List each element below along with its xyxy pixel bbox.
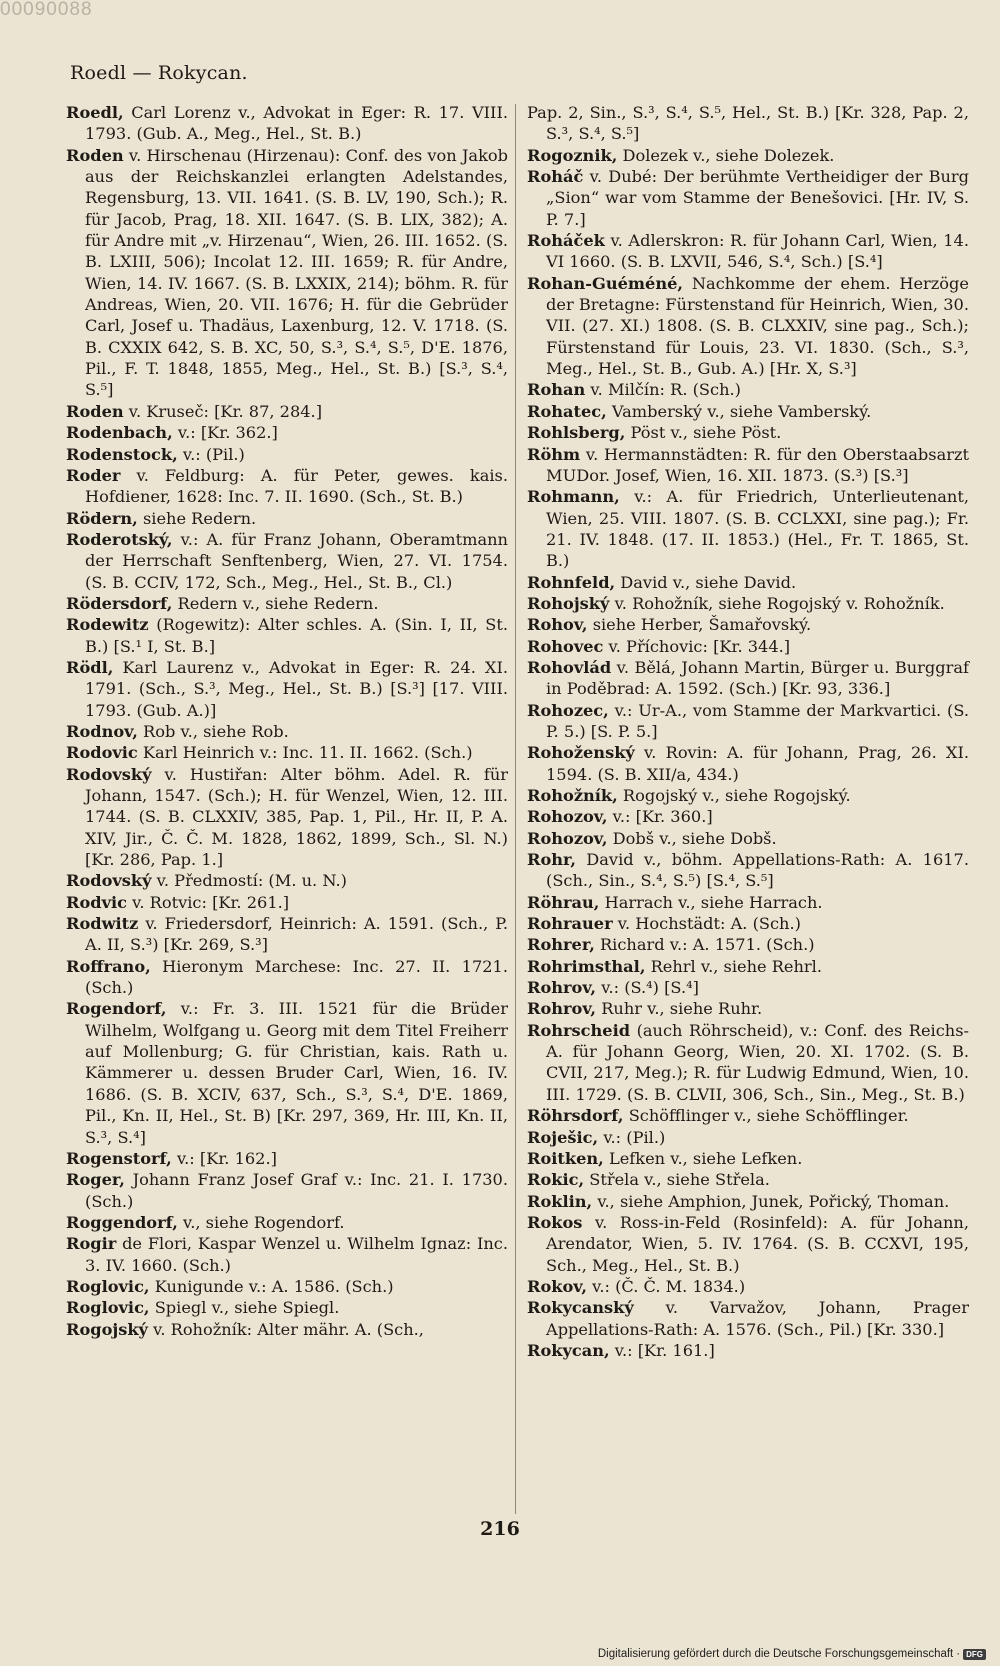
entry [66, 593, 508, 614]
entry-headword: Rohoženský [527, 743, 635, 763]
entry [527, 700, 969, 743]
entry-headword: Rokos [527, 1212, 583, 1232]
entry [66, 1319, 508, 1340]
entry [66, 422, 508, 443]
entry [66, 401, 508, 422]
entry-text: David v., siehe David. [615, 572, 797, 592]
right-column [527, 102, 969, 1361]
entry [527, 166, 969, 230]
entry [527, 828, 969, 849]
entry-headword: Rohnfeld, [527, 572, 616, 592]
entry-headword: Roglovic, [66, 1298, 150, 1318]
entry-text: v. Příchovic: [Kr. 344.] [603, 636, 791, 656]
entry-text: v.: [Kr. 362.] [172, 423, 278, 443]
entry-headword: Rodvic [66, 892, 127, 912]
entry-headword: Rohrscheid [527, 1020, 631, 1040]
entry-headword: Rogojský [66, 1319, 148, 1339]
entry [527, 444, 969, 487]
entry [527, 1169, 969, 1190]
entry-text: v.: (Pil.) [177, 444, 245, 464]
entry-text: Redern v., siehe Redern. [172, 593, 379, 613]
entry-headword: Rohozec, [527, 700, 609, 720]
entry-headword: Rohan-Guéméné, [527, 273, 684, 293]
entry-text: v., siehe Amphion, Junek, Pořický, Thoman. [592, 1191, 950, 1211]
entry-text: v. Rohožník, siehe Rogojský v. Rohožník. [609, 593, 945, 613]
entry [527, 892, 969, 913]
entry-headword: Rohrov, [527, 999, 597, 1019]
entry [527, 614, 969, 635]
entry [66, 465, 508, 508]
entry [527, 657, 969, 700]
entry-headword: Rohozov, [527, 828, 608, 848]
entry [527, 934, 969, 955]
entry [527, 230, 969, 273]
page-number: 216 [480, 1518, 520, 1540]
entry-headword: Rohatec, [527, 401, 607, 421]
entry [66, 614, 508, 657]
entry-text: Spiegl v., siehe Spiegl. [149, 1298, 340, 1318]
entry-headword: Rohov, [527, 615, 588, 635]
entry-headword: Roedl, [66, 103, 124, 122]
entry [527, 145, 969, 166]
entry [527, 379, 969, 400]
entry-text: siehe Herber, Šamařovský. [587, 615, 812, 635]
entry-text: v. Friedersdorf, Heinrich: A. 1591. (Sch., P. A. II, S.³) [Kr. 269, S.³] [85, 914, 508, 955]
entry-text: Carl Lorenz v., Advokat in Eger: R. 17. VIII. 1793. (Gub. A., Meg., Hel., St. B.) [85, 103, 508, 144]
entry-headword: Rokov, [527, 1276, 587, 1296]
entry-headword: Rokic, [527, 1170, 585, 1190]
entry [527, 1276, 969, 1297]
entry-text: v. Milčín: R. (Sch.) [585, 380, 741, 400]
entry-text: v.: [Kr. 162.] [171, 1148, 277, 1168]
entry-text: v. Hirschenau (Hirzenau): Conf. des von Jakob aus der Reichskanzlei erlangten Adelstandes, Regensburg, 13. VII. 1641. (S. B. LV, 190, Sch.); R. für Jacob, Prag, 18. XII. 1647. (S. B. LIX, 382); A. für Andre mit „v. Hirzenau“, Wien, 26. III. 1652. (S. B. LXIII, 506); Incolat 12. III. 1659; R. für Andre, Wien, 14. IV. 1667. (S. B. LXXIX, 214); böhm. R. für Andreas, Wien, 20. VII. 1676; H. für die Gebrüder Carl, Josef u. Thadäus, Laxenburg, 12. V. 1718. (S. B. CXXIX 642, S. B. XC, 50, S.³, S.⁴, S.⁵, D'E. 1876, Pil., F. T. 1848, 1855, Meg., Hel., St. B.) [S.³, S.⁴, S.⁵] [85, 145, 508, 400]
entry-text: v. Bělá, Johann Martin, Bürger u. Burggraf in Poděbrad: A. 1592. (Sch.) [Kr. 93, 336.] [546, 657, 969, 699]
entry-text: Schöfflinger v., siehe Schöfflinger. [623, 1106, 909, 1126]
entry [527, 1105, 969, 1126]
entry-text: (auch Röhrscheid), v.: Conf. des Reichs-A. für Johann Georg, Wien, 20. XI. 1702. (S. B. CVII, 217, Meg.); R. für Ludwig Edmund, Wien, 10. III. 1729. (S. B. CLVII, 306, Sch., Sin., Meg., St. B.) [546, 1020, 969, 1104]
entry-headword: Rohrimsthal, [527, 956, 646, 976]
entry [66, 956, 508, 999]
entry-text: v.: (S.⁴) [S.⁴] [596, 978, 699, 998]
entry [527, 572, 969, 593]
entry-text: v. Rotvic: [Kr. 261.] [126, 892, 290, 912]
entry-text: v.: A. für Franz Johann, Oberamtmann der Herrschaft Senftenberg, Wien, 27. VI. 1754. (S. B. CCIV, 172, Sch., Meg., Hel., St. B., Cl.) [85, 529, 508, 592]
entry-text: v. Dubé: Der berühmte Vertheidiger der Burg „Sion“ war vom Stamme der Benešovici. [Hr. IV, S. P. 7.] [546, 167, 969, 229]
entry-text: Kunigunde v.: A. 1586. (Sch.) [149, 1276, 394, 1296]
entry-text: v. Kruseč: [Kr. 87, 284.] [123, 401, 323, 421]
entry-text: siehe Redern. [137, 508, 257, 528]
entry [66, 870, 508, 891]
entry-text: v. Předmostí: (M. u. N.) [151, 871, 347, 891]
left-column [66, 102, 508, 1340]
entry [66, 145, 508, 401]
entry [527, 273, 969, 380]
entry-headword: Roglovic, [66, 1276, 150, 1296]
entry-text: Lefken v., siehe Lefken. [603, 1148, 803, 1168]
entry-text: David v., böhm. Appellations-Rath: A. 1617. (Sch., Sin., S.⁴, S.⁵) [S.⁴, S.⁵] [546, 850, 969, 891]
entry-headword: Roggendorf, [66, 1212, 178, 1232]
entry-headword: Roháček [527, 231, 605, 251]
entry [66, 444, 508, 465]
entry [527, 422, 969, 443]
entry-headword: Röhm [527, 444, 581, 464]
entry-headword: Rohmann, [527, 487, 620, 507]
entry-headword: Rohrer, [527, 935, 595, 955]
entry [66, 657, 508, 721]
entry-headword: Roder [66, 465, 121, 485]
entry-headword: Rodenbach, [66, 423, 173, 443]
entry-text: v. Ross-in-Feld (Rosinfeld): A. für Johann, Arendator, Wien, 5. IV. 1764. (S. B. CCXVI, 195, Sch., Meg., Hel., St. B.) [546, 1212, 969, 1275]
entry-headword: Röhrsdorf, [527, 1106, 624, 1126]
entry-headword: Rohovec [527, 636, 604, 656]
entry-text: Ruhr v., siehe Ruhr. [596, 999, 763, 1019]
entry-headword: Rohlsberg, [527, 423, 626, 443]
entry-headword: Roderotský, [66, 529, 173, 549]
entry [527, 785, 969, 806]
entry-headword: Rogenstorf, [66, 1148, 172, 1168]
entry [527, 977, 969, 998]
entry-headword: Roháč [527, 167, 584, 187]
entry-text: v.: [Kr. 360.] [607, 807, 713, 827]
entry-headword: Rodovský [66, 871, 152, 891]
entry-text: v. Adlerskron: R. für Johann Carl, Wien, 14. VI 1660. (S. B. LXVII, 546, S.⁴, Sch.) [S.⁴] [546, 231, 969, 272]
entry-headword: Rokycan, [527, 1340, 610, 1360]
entry [527, 998, 969, 1019]
entry [66, 721, 508, 742]
entry-text: v., siehe Rogendorf. [177, 1212, 345, 1232]
entry-headword: Rogendorf, [66, 999, 167, 1019]
page-id-stamp: 00090088 [0, 0, 93, 20]
entry-text: Karl Heinrich v.: Inc. 11. II. 1662. (Sch.) [137, 743, 473, 763]
entry-text: v. Feldburg: A. für Peter, gewes. kais. Hofdiener, 1628: Inc. 7. II. 1690. (Sch., St. B.) [85, 465, 508, 507]
entry [66, 102, 508, 145]
footer-credit: Digitalisierung gefördert durch die Deutsche Forschungsgemeinschaft · DFG [598, 1648, 986, 1660]
entry [527, 806, 969, 827]
entry-headword: Roger, [66, 1170, 125, 1190]
entry [527, 913, 969, 934]
entry [66, 998, 508, 1147]
entry-text: de Flori, Kaspar Wenzel u. Wilhelm Ignaz: Inc. 3. IV. 1660. (Sch.) [85, 1234, 508, 1275]
entry-headword: Rodovic [66, 743, 138, 763]
entry [527, 742, 969, 785]
entry-headword: Rohr, [527, 850, 577, 870]
entry-text: Pap. 2, Sin., S.³, S.⁴, S.⁵, Hel., St. B.) [Kr. 328, Pap. 2, S.³, S.⁴, S.⁵] [527, 103, 969, 144]
entry-headword: Rodewitz [66, 615, 149, 635]
entry-headword: Rohrauer [527, 914, 613, 934]
entry [527, 956, 969, 977]
entry-headword: Roffrano, [66, 956, 151, 976]
entry-text: v. Hochstädt: A. (Sch.) [612, 914, 801, 934]
entry-text: v.: (Pil.) [598, 1127, 666, 1147]
entry [66, 508, 508, 529]
entry-headword: Roden [66, 401, 124, 421]
entry-text: Rehrl v., siehe Rehrl. [645, 956, 822, 976]
entry-text: v. Hustiřan: Alter böhm. Adel. R. für Johann, 1547. (Sch.); H. für Wenzel, Wien, 12. III. 1744. (S. B. CLXXIV, 385, Pap. 1, Pil., Hr. II, P. A. XIV, Jir., Č. Č. M. 1828, 1862, 1899, Sch., Sl. N.) [Kr. 286, Pap. 1.] [85, 764, 508, 870]
entry-text: Vamberský v., siehe Vamberský. [606, 401, 872, 421]
entry [527, 1212, 969, 1276]
entry-headword: Roješic, [527, 1127, 599, 1147]
entry-headword: Rödern, [66, 508, 138, 528]
entry-text: Nachkomme der ehem. Herzöge der Bretagne: Fürstenstand für Heinrich, Wien, 30. VII. (27. XI.) 1808. (S. B. CLXXIV, sine pag., Sch.); Fürstenstand für Louis, 23. VI. 1830. (Sch., S.³, Meg., Hel., St. B., Gub. A.) [Hr. X, S.³] [546, 273, 969, 379]
entry-text: Karl Laurenz v., Advokat in Eger: R. 24. XI. 1791. (Sch., S.³, Meg., Hel., St. B.) [S.³] [17. VIII. 1793. (Gub. A.)] [85, 657, 508, 720]
entry [527, 1297, 969, 1340]
entry [66, 742, 508, 763]
entry-text: v.: (Č. Č. M. 1834.) [586, 1276, 746, 1296]
entry-text: Richard v.: A. 1571. (Sch.) [594, 935, 815, 955]
entry [527, 1127, 969, 1148]
entry-headword: Rodenstock, [66, 444, 178, 464]
entry [66, 1233, 508, 1276]
entry [527, 1020, 969, 1105]
entry-headword: Rohožník, [527, 786, 618, 805]
entry-text: v.: Fr. 3. III. 1521 für die Brüder Wilhelm, Wolfgang u. Georg mit dem Titel Freiherr auf Mollenburg; G. für Christian, kais. Rath u. Kämmerer u. dessen Bruder Carl, Wien, 16. IV. 1686. (S. B. XCIV, 637, Sch., S.³, S.⁴, D'E. 1869, Pil., Kn. II, Hel., St. B) [Kr. 297, 369, Hr. III, Kn. II, S.³, S.⁴] [85, 999, 508, 1147]
entry-headword: Rohojský [527, 593, 610, 613]
entry-text: (Rogewitz): Alter schles. A. (Sin. I, II, St. B.) [S.¹ I, St. B.] [85, 615, 508, 656]
entry [527, 486, 969, 571]
entry [527, 1191, 969, 1212]
entry-headword: Roden [66, 145, 124, 165]
entry [66, 764, 508, 871]
entry-headword: Rohovlád [527, 657, 612, 677]
entry-text: v. Rohožník: Alter mähr. A. (Sch., [147, 1319, 424, 1339]
entry [66, 892, 508, 913]
entry-headword: Roklin, [527, 1191, 593, 1211]
entry-text: Rob v., siehe Rob. [137, 721, 289, 741]
entry-headword: Rogoznik, [527, 145, 618, 165]
entry-headword: Rokycanský [527, 1298, 634, 1318]
entry-text: v. Varvažov, Johann, Prager Appellations-Rath: A. 1576. (Sch., Pil.) [Kr. 330.] [546, 1298, 969, 1339]
entry-text: Střela v., siehe Střela. [584, 1170, 770, 1190]
entry-text: v. Hermannstädten: R. für den Oberstaabsarzt MUDor. Josef, Wien, 16. XII. 1873. (S.³) [S.³] [546, 444, 969, 485]
entry-headword: Roitken, [527, 1148, 604, 1168]
entry-headword: Rodovský [66, 764, 152, 784]
entry [66, 1148, 508, 1169]
entry [527, 401, 969, 422]
entry-text: v.: A. für Friedrich, Unterlieutenant, Wien, 25. VIII. 1807. (S. B. CCLXXI, sine pag.); Fr. 21. IV. 1848. (17. II. 1853.) (Hel., Fr. T. 1865, St. B.) [546, 487, 969, 571]
entry-text: Johann Franz Josef Graf v.: Inc. 21. I. 1730. (Sch.) [85, 1170, 508, 1211]
entry-text: Dolezek v., siehe Dolezek. [617, 145, 835, 165]
column-divider [515, 104, 516, 1514]
entry [66, 1297, 508, 1318]
entry [527, 1148, 969, 1169]
entry [527, 1340, 969, 1361]
entry-headword: Rodnov, [66, 721, 138, 741]
entry-headword: Rodwitz [66, 914, 139, 934]
footer-credit-text: Digitalisierung gefördert durch die Deutsche Forschungsgemeinschaft [597, 1648, 954, 1660]
entry-text: Dobš v., siehe Dobš. [607, 828, 777, 848]
entry-headword: Rohan [527, 380, 586, 400]
entry-text: Rogojský v., siehe Rogojský. [617, 786, 851, 805]
entry [66, 913, 508, 956]
entry [527, 593, 969, 614]
entry-headword: Rödl, [66, 657, 114, 677]
entry [66, 1212, 508, 1233]
entry-text: Harrach v., siehe Harrach. [599, 892, 823, 912]
entry-text: v.: Ur-A., vom Stamme der Markvartici. (S. P. 5.) [S. P. 5.] [546, 700, 969, 741]
running-head: Roedl — Rokycan. [70, 62, 248, 84]
entry-text: Pöst v., siehe Pöst. [625, 423, 782, 443]
dfg-logo: DFG [963, 1649, 986, 1660]
entry-headword: Rödersdorf, [66, 593, 173, 613]
entry-headword: Rogir [66, 1234, 117, 1254]
entry [527, 636, 969, 657]
entry-text: v.: [Kr. 161.] [609, 1340, 715, 1360]
entry [66, 1169, 508, 1212]
entry [66, 1276, 508, 1297]
entry [527, 102, 969, 145]
entry-text: Hieronym Marchese: Inc. 27. II. 1721. (Sch.) [85, 956, 508, 998]
entry-headword: Röhrau, [527, 892, 600, 912]
entry-text: v. Rovin: A. für Johann, Prag, 26. XI. 1594. (S. B. XII/a, 434.) [546, 743, 969, 784]
entry [527, 849, 969, 892]
entry-headword: Rohrov, [527, 978, 597, 998]
entry-headword: Rohozov, [527, 807, 608, 827]
entry [66, 529, 508, 593]
